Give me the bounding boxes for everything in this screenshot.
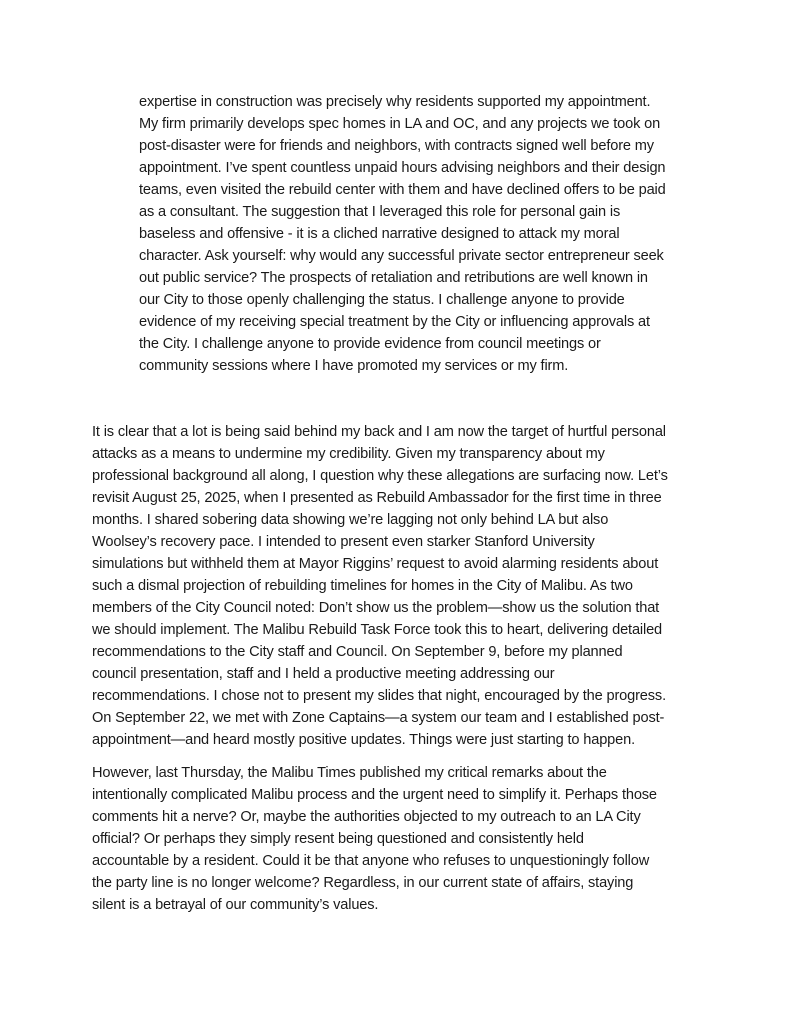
text-line: simulations but withheld them at Mayor Riggins’ request to avoid alarming residents about	[92, 556, 659, 572]
text-line: as a consultant. The suggestion that I leveraged this role for personal gain is	[139, 204, 621, 220]
paragraph-credibility-attacks	[92, 421, 668, 751]
text-line: baseless and offensive - it is a cliched narrative designed to attack my moral	[139, 226, 620, 242]
text-line: silent is a betrayal of our community’s values.	[92, 897, 379, 913]
text-line: months. I shared sobering data showing we’re lagging not only behind LA but also	[92, 512, 609, 528]
text-line: On September 22, we met with Zone Captains—a system our team and I established post-	[92, 710, 665, 726]
text-line: However, last Thursday, the Malibu Times published my critical remarks about the	[92, 765, 607, 781]
text-line: revisit August 25, 2025, when I presented as Rebuild Ambassador for the first time in three	[92, 490, 662, 506]
text-line: My firm primarily develops spec homes in LA and OC, and any projects we took on	[139, 116, 661, 132]
text-line: such a dismal projection of rebuilding timelines for homes in the City of Malibu. As two	[92, 578, 633, 594]
text-line: Woolsey’s recovery pace. I intended to present even starker Stanford University	[92, 534, 595, 550]
text-line: we should implement. The Malibu Rebuild Task Force took this to heart, delivering detailed	[92, 622, 663, 638]
text-line: evidence of my receiving special treatment by the City or influencing approvals at	[139, 314, 650, 330]
paragraph-malibu-times	[92, 762, 657, 916]
text-line: accountable by a resident. Could it be that anyone who refuses to unquestioningly follow	[92, 853, 650, 869]
text-line: community sessions where I have promoted my services or my firm.	[139, 358, 569, 374]
text-line: members of the City Council noted: Don’t show us the problem—show us the solution that	[92, 600, 660, 616]
text-line: the party line is no longer welcome? Regardless, in our current state of affairs, staying	[92, 875, 634, 891]
text-line: council presentation, staff and I held a productive meeting addressing our	[92, 666, 555, 682]
text-line: comments hit a nerve? Or, maybe the authorities objected to my outreach to an LA City	[92, 809, 641, 825]
text-line: professional background all along, I question why these allegations are surfacing now. Let’s	[92, 468, 668, 484]
text-line: post-disaster were for friends and neighbors, with contracts signed well before my	[139, 138, 654, 154]
text-line: the City. I challenge anyone to provide evidence from council meetings or	[139, 336, 601, 352]
text-line: character. Ask yourself: why would any successful private sector entrepreneur seek	[139, 248, 664, 264]
text-line: recommendations. I chose not to present my slides that night, encouraged by the progress.	[92, 688, 666, 704]
text-line: recommendations to the City staff and Council. On September 9, before my planned	[92, 644, 623, 660]
text-line: intentionally complicated Malibu process and the urgent need to simplify it. Perhaps those	[92, 787, 657, 803]
text-line: teams, even visited the rebuild center with them and have declined offers to be paid	[139, 182, 666, 198]
text-line: our City to those openly challenging the status. I challenge anyone to provide	[139, 292, 625, 308]
text-line: attacks as a means to undermine my credibility. Given my transparency about my	[92, 446, 605, 462]
text-line: appointment—and heard mostly positive updates. Things were just starting to happen.	[92, 732, 635, 748]
text-line: It is clear that a lot is being said behind my back and I am now the target of hurtful personal	[92, 424, 666, 440]
text-line: appointment. I’ve spent countless unpaid hours advising neighbors and their design	[139, 160, 666, 176]
text-line: expertise in construction was precisely why residents supported my appointment.	[139, 94, 651, 110]
text-line: official? Or perhaps they simply resent being questioned and consistently held	[92, 831, 584, 847]
text-line: out public service? The prospects of retaliation and retributions are well known in	[139, 270, 648, 286]
indented-quote-block	[139, 91, 666, 377]
